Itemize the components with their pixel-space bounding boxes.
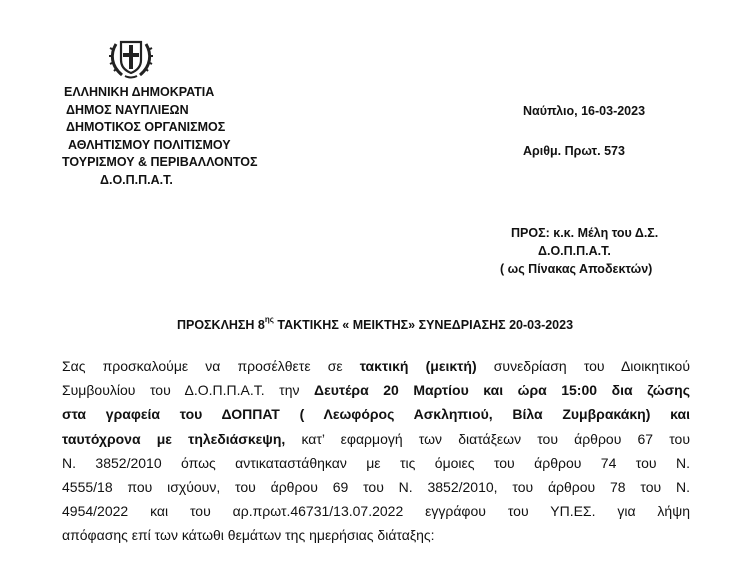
issuer-block [62, 84, 322, 190]
issuer-line: ΤΟΥΡΙΣΜΟΥ & ΠΕΡΙΒΑΛΛΟΝΤΟΣ [62, 155, 258, 170]
body-line: Συμβουλίου του Δ.Ο.Π.Π.Α.Τ. την Δευτέρα 20 Μαρτίου και ώρα 15:00 δια ζώσης [62, 382, 690, 399]
body-line: 4954/2022 και του αρ.πρωτ.46731/13.07.2022 εγγράφου του ΥΠ.ΕΣ. για λήψη [62, 503, 690, 520]
recipients-line: Δ.Ο.Π.Π.Α.Τ. [538, 244, 611, 258]
title-text-post: ΤΑΚΤΙΚΗΣ « ΜΕΙΚΤΗΣ» ΣΥΝΕΔΡΙΑΣΗΣ 20-03-2023 [273, 318, 574, 332]
issuer-line: ΑΘΛΗΤΙΣΜΟΥ ΠΟΛΙΤΙΣΜΟΥ [68, 137, 231, 152]
issuer-line: Δ.Ο.Π.Π.Α.Τ. [100, 172, 173, 187]
recipients-line: ( ως Πίνακας Αποδεκτών) [500, 262, 653, 276]
body-line: 4555/18 που ισχύουν, του άρθρου 69 του Ν. 3852/2010, του άρθρου 78 του Ν. [62, 479, 690, 496]
body-line: στα γραφεία του ΔΟΠΠΑΤ ( Λεωφόρος Ασκληπιού, Βίλα Ζυμβρακάκη) και [62, 406, 690, 423]
protocol-number: Αριθμ. Πρωτ. 573 [523, 144, 625, 158]
body-line: απόφασης επί των κάτωθι θεμάτων της ημερήσιας διάταξης: [62, 527, 435, 544]
coat-of-arms-icon [108, 36, 154, 80]
place-date: Ναύπλιο, 16-03-2023 [523, 104, 646, 118]
recipients-block [500, 224, 690, 278]
title-text-pre: ΠΡΟΣΚΛΗΣΗ 8 [176, 318, 265, 332]
recipients-line: ΠΡΟΣ: κ.κ. Μέλη του Δ.Σ. [511, 226, 659, 240]
issuer-line: ΔΗΜΟΤΙΚΟΣ ΟΡΓΑΝΙΣΜΟΣ [66, 120, 226, 135]
body-line: Ν. 3852/2010 όπως αντικαταστάθηκαν με τις όμοιες του άρθρου 74 του Ν. [62, 454, 690, 471]
body-line: ταυτόχρονα με τηλεδιάσκεψη, κατ’ εφαρμογή των διατάξεων του άρθρου 67 του [62, 430, 690, 447]
issuer-line: ΕΛΛΗΝΙΚΗ ΔΗΜΟΚΡΑΤΙΑ [64, 85, 215, 99]
invitation-body [62, 354, 690, 548]
body-line: Σας προσκαλούμε να προσέλθετε σε τακτική (μεικτή) συνεδρίαση του Διοικητικού [62, 358, 691, 374]
document-title [0, 315, 750, 332]
title-ordinal-suffix: ης [264, 315, 274, 324]
issuer-line: ΔΗΜΟΣ ΝΑΥΠΛΙΕΩΝ [66, 102, 189, 117]
